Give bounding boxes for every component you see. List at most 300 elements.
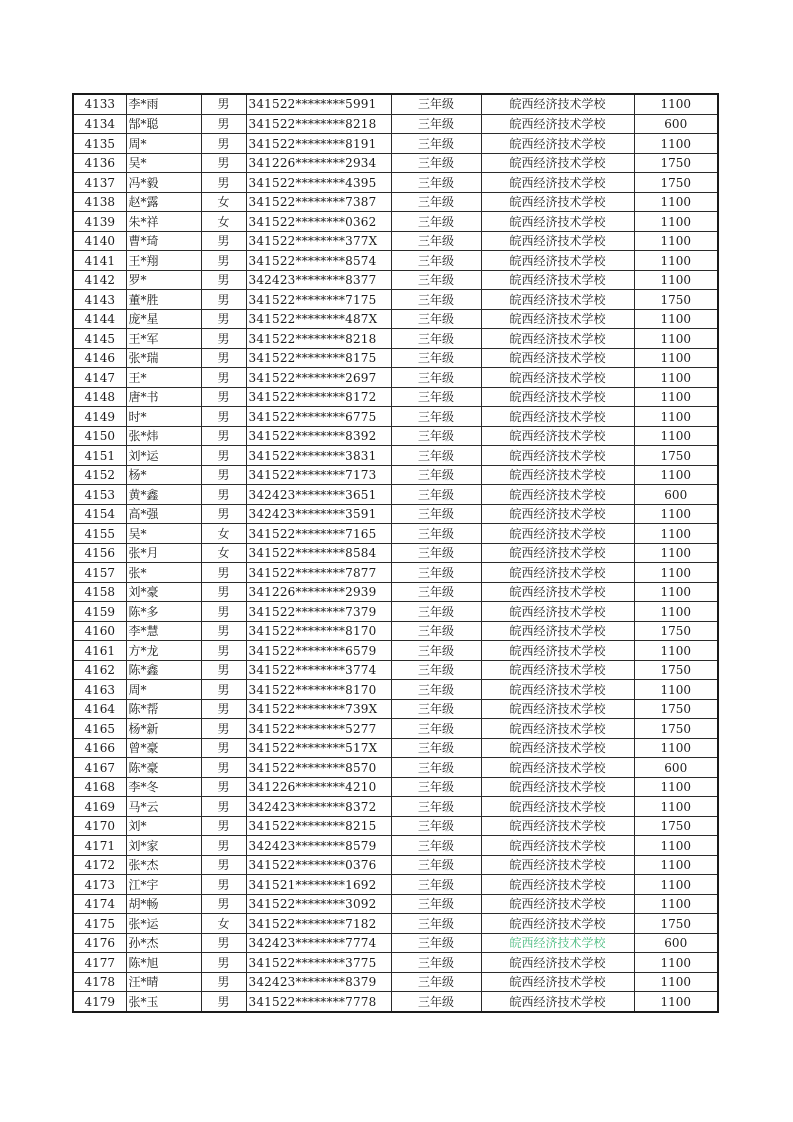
cell-gender: 男 [201, 933, 246, 953]
cell-serial: 4141 [73, 251, 126, 271]
cell-serial: 4148 [73, 387, 126, 407]
cell-gender: 男 [201, 582, 246, 602]
cell-school: 皖西经济技术学校 [481, 894, 634, 914]
cell-amount: 1100 [634, 387, 718, 407]
cell-serial: 4166 [73, 738, 126, 758]
cell-grade: 三年级 [391, 134, 481, 154]
cell-school: 皖西经济技术学校 [481, 816, 634, 836]
cell-grade: 三年级 [391, 290, 481, 310]
cell-name: 朱*祥 [126, 212, 201, 232]
cell-grade: 三年级 [391, 426, 481, 446]
table-row [73, 680, 718, 700]
cell-id-number: 341522********8584 [246, 543, 391, 563]
cell-gender: 男 [201, 758, 246, 778]
cell-id-number: 341522********2697 [246, 368, 391, 388]
table-row [73, 875, 718, 895]
cell-id-number: 341522********0376 [246, 855, 391, 875]
cell-name: 李*雨 [126, 94, 201, 114]
cell-amount: 1100 [634, 563, 718, 583]
cell-gender: 男 [201, 94, 246, 114]
cell-grade: 三年级 [391, 270, 481, 290]
cell-grade: 三年级 [391, 153, 481, 173]
cell-id-number: 341522********517X [246, 738, 391, 758]
table-body [73, 94, 718, 1012]
cell-grade: 三年级 [391, 992, 481, 1012]
cell-id-number: 342423********8579 [246, 836, 391, 856]
cell-grade: 三年级 [391, 894, 481, 914]
cell-grade: 三年级 [391, 914, 481, 934]
cell-grade: 三年级 [391, 641, 481, 661]
cell-name: 陈*旭 [126, 953, 201, 973]
cell-grade: 三年级 [391, 192, 481, 212]
cell-grade: 三年级 [391, 855, 481, 875]
table-row [73, 953, 718, 973]
cell-name: 陈*豪 [126, 758, 201, 778]
cell-school: 皖西经济技术学校 [481, 524, 634, 544]
cell-name: 刘*家 [126, 836, 201, 856]
cell-grade: 三年级 [391, 816, 481, 836]
cell-gender: 男 [201, 504, 246, 524]
cell-serial: 4162 [73, 660, 126, 680]
table-row [73, 407, 718, 427]
cell-gender: 男 [201, 602, 246, 622]
cell-serial: 4137 [73, 173, 126, 193]
cell-grade: 三年级 [391, 543, 481, 563]
cell-id-number: 341522********8218 [246, 114, 391, 134]
cell-amount: 1100 [634, 777, 718, 797]
cell-gender: 男 [201, 251, 246, 271]
cell-name: 董*胜 [126, 290, 201, 310]
cell-id-number: 342423********8379 [246, 972, 391, 992]
cell-gender: 女 [201, 914, 246, 934]
cell-grade: 三年级 [391, 953, 481, 973]
cell-gender: 男 [201, 153, 246, 173]
cell-school: 皖西经济技术学校 [481, 329, 634, 349]
table-row [73, 465, 718, 485]
table-row [73, 641, 718, 661]
cell-name: 罗* [126, 270, 201, 290]
cell-amount: 1100 [634, 309, 718, 329]
cell-name: 杨* [126, 465, 201, 485]
cell-grade: 三年级 [391, 563, 481, 583]
cell-serial: 4158 [73, 582, 126, 602]
cell-school: 皖西经济技术学校 [481, 836, 634, 856]
table-row [73, 524, 718, 544]
cell-id-number: 341522********3775 [246, 953, 391, 973]
cell-serial: 4133 [73, 94, 126, 114]
cell-grade: 三年级 [391, 173, 481, 193]
cell-name: 郜*聪 [126, 114, 201, 134]
cell-amount: 1100 [634, 855, 718, 875]
cell-gender: 男 [201, 777, 246, 797]
cell-name: 曹*琦 [126, 231, 201, 251]
cell-amount: 1750 [634, 173, 718, 193]
cell-serial: 4150 [73, 426, 126, 446]
cell-name: 吴* [126, 153, 201, 173]
cell-school: 皖西经济技术学校 [481, 660, 634, 680]
cell-id-number: 341226********4210 [246, 777, 391, 797]
cell-serial: 4136 [73, 153, 126, 173]
cell-school: 皖西经济技术学校 [481, 348, 634, 368]
table-row [73, 543, 718, 563]
cell-id-number: 341522********7175 [246, 290, 391, 310]
cell-serial: 4161 [73, 641, 126, 661]
cell-serial: 4179 [73, 992, 126, 1012]
cell-id-number: 342423********8377 [246, 270, 391, 290]
cell-gender: 男 [201, 621, 246, 641]
cell-school: 皖西经济技术学校 [481, 465, 634, 485]
cell-id-number: 341522********6775 [246, 407, 391, 427]
cell-grade: 三年级 [391, 524, 481, 544]
table-row [73, 504, 718, 524]
cell-grade: 三年级 [391, 621, 481, 641]
cell-serial: 4134 [73, 114, 126, 134]
cell-gender: 男 [201, 738, 246, 758]
table-row [73, 231, 718, 251]
cell-name: 张* [126, 563, 201, 583]
cell-grade: 三年级 [391, 738, 481, 758]
cell-name: 高*强 [126, 504, 201, 524]
cell-serial: 4176 [73, 933, 126, 953]
cell-grade: 三年级 [391, 777, 481, 797]
cell-serial: 4177 [73, 953, 126, 973]
cell-name: 汪*晴 [126, 972, 201, 992]
cell-id-number: 341522********8172 [246, 387, 391, 407]
cell-school: 皖西经济技术学校 [481, 641, 634, 661]
cell-gender: 男 [201, 270, 246, 290]
cell-id-number: 341522********7165 [246, 524, 391, 544]
cell-amount: 1750 [634, 816, 718, 836]
cell-grade: 三年级 [391, 348, 481, 368]
cell-name: 胡*畅 [126, 894, 201, 914]
cell-amount: 1100 [634, 972, 718, 992]
cell-id-number: 341522********8170 [246, 621, 391, 641]
table-row [73, 329, 718, 349]
cell-amount: 1100 [634, 329, 718, 349]
table-row [73, 114, 718, 134]
cell-amount: 1100 [634, 348, 718, 368]
cell-school: 皖西经济技术学校 [481, 134, 634, 154]
cell-id-number: 341522********7379 [246, 602, 391, 622]
table-row [73, 816, 718, 836]
cell-gender: 女 [201, 192, 246, 212]
cell-name: 冯*毅 [126, 173, 201, 193]
cell-school: 皖西经济技术学校 [481, 777, 634, 797]
cell-school: 皖西经济技术学校 [481, 407, 634, 427]
cell-gender: 男 [201, 641, 246, 661]
cell-school: 皖西经济技术学校 [481, 153, 634, 173]
cell-grade: 三年级 [391, 758, 481, 778]
cell-amount: 600 [634, 758, 718, 778]
cell-gender: 女 [201, 212, 246, 232]
cell-serial: 4145 [73, 329, 126, 349]
cell-school: 皖西经济技术学校 [481, 797, 634, 817]
table-row [73, 582, 718, 602]
cell-amount: 1100 [634, 524, 718, 544]
cell-name: 庞*星 [126, 309, 201, 329]
cell-serial: 4165 [73, 719, 126, 739]
cell-grade: 三年级 [391, 94, 481, 114]
table-row [73, 602, 718, 622]
table-row [73, 368, 718, 388]
cell-serial: 4157 [73, 563, 126, 583]
cell-gender: 男 [201, 836, 246, 856]
cell-amount: 1100 [634, 504, 718, 524]
cell-name: 张*炜 [126, 426, 201, 446]
cell-gender: 男 [201, 387, 246, 407]
cell-amount: 1100 [634, 465, 718, 485]
cell-id-number: 341522********5277 [246, 719, 391, 739]
cell-name: 张*瑞 [126, 348, 201, 368]
cell-id-number: 341226********2939 [246, 582, 391, 602]
cell-grade: 三年级 [391, 446, 481, 466]
cell-name: 周* [126, 134, 201, 154]
table-row [73, 914, 718, 934]
cell-gender: 女 [201, 543, 246, 563]
table-row [73, 173, 718, 193]
cell-amount: 1100 [634, 836, 718, 856]
cell-gender: 男 [201, 992, 246, 1012]
cell-amount: 600 [634, 114, 718, 134]
cell-grade: 三年级 [391, 329, 481, 349]
cell-amount: 1100 [634, 231, 718, 251]
cell-name: 张*月 [126, 543, 201, 563]
table-row [73, 797, 718, 817]
cell-serial: 4143 [73, 290, 126, 310]
cell-amount: 1100 [634, 738, 718, 758]
table-row [73, 94, 718, 114]
table-row [73, 290, 718, 310]
cell-gender: 男 [201, 173, 246, 193]
cell-serial: 4155 [73, 524, 126, 544]
cell-serial: 4142 [73, 270, 126, 290]
cell-gender: 男 [201, 855, 246, 875]
cell-amount: 1100 [634, 680, 718, 700]
cell-grade: 三年级 [391, 875, 481, 895]
table-row [73, 348, 718, 368]
table-row [73, 426, 718, 446]
cell-id-number: 341522********8175 [246, 348, 391, 368]
table-row [73, 699, 718, 719]
cell-gender: 男 [201, 816, 246, 836]
cell-gender: 男 [201, 699, 246, 719]
cell-amount: 1100 [634, 426, 718, 446]
cell-school: 皖西经济技术学校 [481, 699, 634, 719]
cell-serial: 4167 [73, 758, 126, 778]
cell-name: 孙*杰 [126, 933, 201, 953]
cell-gender: 男 [201, 290, 246, 310]
cell-id-number: 341522********8215 [246, 816, 391, 836]
cell-id-number: 342423********3591 [246, 504, 391, 524]
cell-id-number: 342423********8372 [246, 797, 391, 817]
cell-id-number: 341522********8574 [246, 251, 391, 271]
table-row [73, 660, 718, 680]
table-row [73, 309, 718, 329]
cell-name: 张*玉 [126, 992, 201, 1012]
cell-name: 江*宇 [126, 875, 201, 895]
cell-gender: 男 [201, 231, 246, 251]
cell-grade: 三年级 [391, 231, 481, 251]
cell-id-number: 341521********1692 [246, 875, 391, 895]
cell-grade: 三年级 [391, 699, 481, 719]
cell-name: 刘* [126, 816, 201, 836]
cell-name: 陈*帮 [126, 699, 201, 719]
table-row [73, 563, 718, 583]
cell-serial: 4172 [73, 855, 126, 875]
cell-id-number: 341522********8191 [246, 134, 391, 154]
cell-name: 刘*运 [126, 446, 201, 466]
cell-id-number: 341522********8392 [246, 426, 391, 446]
cell-gender: 男 [201, 309, 246, 329]
cell-school: 皖西经济技术学校 [481, 680, 634, 700]
table-row [73, 153, 718, 173]
cell-amount: 1750 [634, 914, 718, 934]
cell-grade: 三年级 [391, 368, 481, 388]
table-row [73, 446, 718, 466]
table-row [73, 719, 718, 739]
cell-name: 刘*豪 [126, 582, 201, 602]
cell-serial: 4152 [73, 465, 126, 485]
cell-school: 皖西经济技术学校 [481, 309, 634, 329]
cell-serial: 4153 [73, 485, 126, 505]
cell-amount: 1100 [634, 134, 718, 154]
cell-gender: 男 [201, 348, 246, 368]
cell-gender: 男 [201, 446, 246, 466]
cell-grade: 三年级 [391, 680, 481, 700]
cell-school: 皖西经济技术学校 [481, 582, 634, 602]
cell-school: 皖西经济技术学校 [481, 719, 634, 739]
cell-school: 皖西经济技术学校 [481, 114, 634, 134]
cell-serial: 4171 [73, 836, 126, 856]
cell-name: 李*冬 [126, 777, 201, 797]
cell-school: 皖西经济技术学校 [481, 94, 634, 114]
cell-school: 皖西经济技术学校 [481, 933, 634, 953]
cell-gender: 男 [201, 894, 246, 914]
cell-school: 皖西经济技术学校 [481, 738, 634, 758]
cell-school: 皖西经济技术学校 [481, 504, 634, 524]
table-row [73, 270, 718, 290]
cell-serial: 4175 [73, 914, 126, 934]
cell-amount: 1100 [634, 270, 718, 290]
cell-school: 皖西经济技术学校 [481, 914, 634, 934]
cell-amount: 1100 [634, 212, 718, 232]
cell-serial: 4163 [73, 680, 126, 700]
cell-name: 陈*鑫 [126, 660, 201, 680]
cell-amount: 1100 [634, 641, 718, 661]
cell-id-number: 341522********8218 [246, 329, 391, 349]
cell-gender: 男 [201, 719, 246, 739]
cell-amount: 1750 [634, 699, 718, 719]
table-row [73, 972, 718, 992]
cell-grade: 三年级 [391, 933, 481, 953]
cell-serial: 4146 [73, 348, 126, 368]
cell-gender: 男 [201, 114, 246, 134]
table-row [73, 738, 718, 758]
cell-name: 赵*露 [126, 192, 201, 212]
cell-amount: 1100 [634, 992, 718, 1012]
cell-school: 皖西经济技术学校 [481, 251, 634, 271]
cell-id-number: 342423********3651 [246, 485, 391, 505]
cell-id-number: 341522********7387 [246, 192, 391, 212]
cell-id-number: 341522********5991 [246, 94, 391, 114]
cell-serial: 4160 [73, 621, 126, 641]
cell-amount: 1100 [634, 602, 718, 622]
table-row [73, 992, 718, 1012]
cell-gender: 男 [201, 660, 246, 680]
table-row [73, 621, 718, 641]
cell-amount: 1100 [634, 797, 718, 817]
cell-name: 陈*多 [126, 602, 201, 622]
cell-id-number: 341522********7778 [246, 992, 391, 1012]
cell-gender: 男 [201, 329, 246, 349]
cell-school: 皖西经济技术学校 [481, 212, 634, 232]
table-row [73, 192, 718, 212]
cell-gender: 男 [201, 485, 246, 505]
cell-serial: 4173 [73, 875, 126, 895]
cell-school: 皖西经济技术学校 [481, 192, 634, 212]
table-row [73, 777, 718, 797]
cell-school: 皖西经济技术学校 [481, 270, 634, 290]
cell-name: 周* [126, 680, 201, 700]
cell-id-number: 341522********377X [246, 231, 391, 251]
cell-name: 曾*豪 [126, 738, 201, 758]
cell-name: 王* [126, 368, 201, 388]
table-row [73, 387, 718, 407]
cell-gender: 男 [201, 953, 246, 973]
cell-serial: 4159 [73, 602, 126, 622]
table-row [73, 212, 718, 232]
cell-grade: 三年级 [391, 114, 481, 134]
cell-amount: 1750 [634, 660, 718, 680]
cell-grade: 三年级 [391, 251, 481, 271]
cell-amount: 600 [634, 933, 718, 953]
table-row [73, 933, 718, 953]
cell-grade: 三年级 [391, 836, 481, 856]
cell-school: 皖西经济技术学校 [481, 875, 634, 895]
cell-grade: 三年级 [391, 660, 481, 680]
cell-name: 张*运 [126, 914, 201, 934]
cell-serial: 4164 [73, 699, 126, 719]
cell-school: 皖西经济技术学校 [481, 855, 634, 875]
cell-school: 皖西经济技术学校 [481, 231, 634, 251]
cell-grade: 三年级 [391, 309, 481, 329]
cell-amount: 1100 [634, 251, 718, 271]
cell-id-number: 341522********4395 [246, 173, 391, 193]
cell-name: 张*杰 [126, 855, 201, 875]
cell-id-number: 341226********2934 [246, 153, 391, 173]
cell-name: 杨*新 [126, 719, 201, 739]
cell-serial: 4135 [73, 134, 126, 154]
cell-grade: 三年级 [391, 485, 481, 505]
cell-school: 皖西经济技术学校 [481, 953, 634, 973]
cell-name: 唐*书 [126, 387, 201, 407]
cell-gender: 男 [201, 407, 246, 427]
cell-gender: 男 [201, 875, 246, 895]
cell-id-number: 341522********3831 [246, 446, 391, 466]
cell-amount: 1750 [634, 719, 718, 739]
cell-serial: 4144 [73, 309, 126, 329]
cell-school: 皖西经济技术学校 [481, 992, 634, 1012]
cell-serial: 4156 [73, 543, 126, 563]
cell-amount: 1100 [634, 875, 718, 895]
cell-serial: 4178 [73, 972, 126, 992]
cell-grade: 三年级 [391, 465, 481, 485]
cell-amount: 1100 [634, 543, 718, 563]
cell-id-number: 341522********739X [246, 699, 391, 719]
cell-id-number: 341522********3774 [246, 660, 391, 680]
cell-name: 方*龙 [126, 641, 201, 661]
cell-serial: 4170 [73, 816, 126, 836]
